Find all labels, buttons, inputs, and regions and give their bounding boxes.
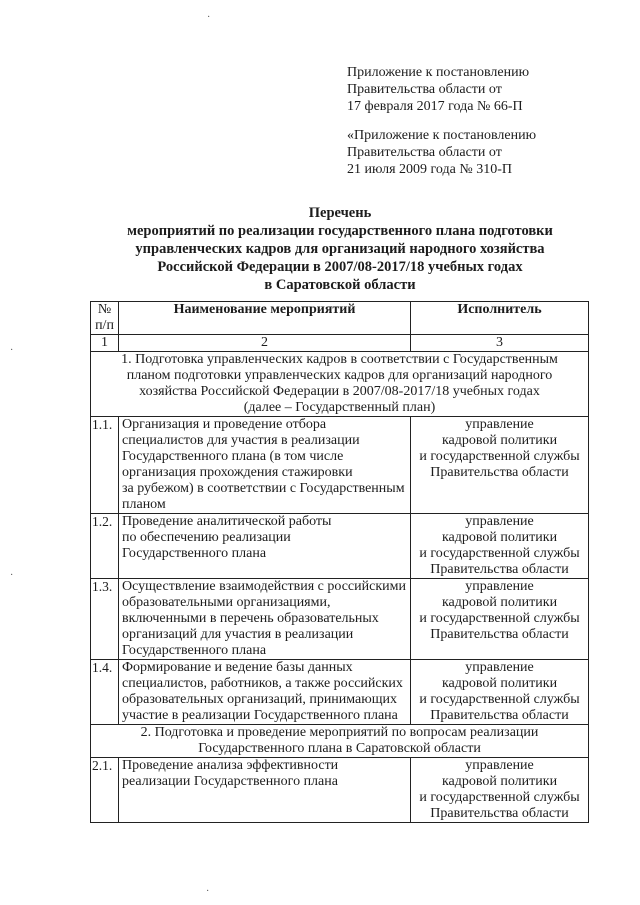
item-executor — [411, 660, 589, 725]
activity-line: организация прохождения стажировки — [122, 465, 353, 480]
executor-line: Правительства области — [430, 465, 569, 480]
activity-line: за рубежом) в соответствии с Государственным — [122, 481, 405, 496]
column-numbers-row — [91, 335, 589, 352]
executor-line: управление — [465, 579, 534, 594]
attachment-line: «Приложение к постановлению — [347, 128, 537, 143]
activity-line: образовательными организациями, — [122, 595, 331, 610]
item-executor — [411, 417, 589, 514]
activity-line: Государственного плана — [122, 546, 267, 561]
title-line: Перечень — [308, 205, 372, 221]
section-heading — [91, 725, 589, 758]
column-number: 1 — [91, 335, 119, 352]
table-row — [91, 514, 589, 579]
executor-line: кадровой политики — [441, 530, 558, 545]
executor-line: и государственной службы — [419, 546, 580, 561]
title-line: мероприятий по реализации государственного плана подготовки — [127, 223, 553, 239]
item-number: 1.4. — [91, 660, 119, 725]
item-number: 1.1. — [91, 417, 119, 514]
executor-line: Правительства области — [430, 806, 569, 821]
column-header-activity: Наименование мероприятий — [119, 302, 411, 335]
activity-line: организаций для участия в реализации — [122, 627, 354, 642]
activity-line: Государственного плана (в том числе — [122, 449, 344, 464]
section-heading: 1. Подготовка управленческих кадров в соответствии с Государственным планом подготовки управленческих кадров для организаций народного хозяйства Российской Федерации в 2007/08-2017/18 учебных годах (далее – Государственный план) — [91, 352, 589, 417]
column-number: 3 — [411, 335, 589, 352]
title-line: управленческих кадров для организаций народного хозяйства — [135, 241, 545, 257]
item-activity — [119, 579, 411, 660]
document-title — [95, 204, 585, 294]
column-number: 2 — [119, 335, 411, 352]
table-row — [91, 660, 589, 725]
activity-line: образовательных организаций, принимающих — [122, 692, 398, 707]
activity-line: Проведение аналитической работы — [122, 514, 332, 529]
section-line: Государственного плана в Саратовской области — [198, 741, 481, 756]
item-number: 1.3. — [91, 579, 119, 660]
executor-line: кадровой политики — [441, 774, 558, 789]
column-header-executor: Исполнитель — [411, 302, 589, 335]
attachment-note-original — [347, 127, 607, 178]
section-row — [91, 725, 589, 758]
activity-line: участие в реализации Государственного плана — [122, 708, 398, 723]
activity-line: реализации Государственного плана — [122, 774, 338, 789]
activity-line: включенными в перечень образовательных — [122, 611, 379, 626]
executor-line: Правительства области — [430, 562, 569, 577]
attachment-line: 21 июля 2009 года № 310-П — [347, 162, 512, 177]
activity-line: Формирование и ведение базы данных — [122, 660, 353, 675]
table-row — [91, 758, 589, 823]
item-activity — [119, 514, 411, 579]
executor-line: и государственной службы — [419, 692, 580, 707]
executor-line: Правительства области — [430, 627, 569, 642]
attachment-line: Приложение к постановлению — [347, 65, 530, 80]
attachment-line: Правительства области от — [347, 145, 502, 160]
attachment-note-current — [347, 64, 607, 115]
item-activity — [119, 417, 411, 514]
section-line: 2. Подготовка и проведение мероприятий по вопросам реализации — [140, 725, 539, 740]
activity-line: специалистов для участия в реализации — [122, 433, 360, 448]
activity-line: Организация и проведение отбора — [122, 417, 327, 432]
table-row — [91, 579, 589, 660]
title-line: в Саратовской области — [264, 277, 416, 293]
activity-line: Проведение анализа эффективности — [122, 758, 339, 773]
executor-line: управление — [465, 758, 534, 773]
executor-line: кадровой политики — [441, 595, 558, 610]
scan-speck: · — [10, 345, 14, 356]
executor-line: и государственной службы — [419, 449, 580, 464]
activity-line: Государственного плана — [122, 643, 267, 658]
executor-line: кадровой политики — [441, 676, 558, 691]
table-header-row — [91, 302, 589, 335]
column-header-number: № п/п — [91, 302, 119, 335]
title-line: Российской Федерации в 2007/08-2017/18 учебных годах — [157, 259, 523, 275]
section-row — [91, 352, 589, 417]
item-number: 2.1. — [91, 758, 119, 823]
item-activity — [119, 660, 411, 725]
executor-line: управление — [465, 514, 534, 529]
executor-line: Правительства области — [430, 708, 569, 723]
scan-speck: · — [206, 886, 210, 897]
item-number: 1.2. — [91, 514, 119, 579]
activity-line: Осуществление взаимодействия с российскими — [122, 579, 406, 594]
item-executor — [411, 514, 589, 579]
item-activity — [119, 758, 411, 823]
executor-line: и государственной службы — [419, 611, 580, 626]
scan-speck: · — [10, 570, 14, 581]
executor-line: управление — [465, 660, 534, 675]
scan-speck: · — [207, 12, 211, 23]
executor-line: управление — [465, 417, 534, 432]
activity-line: планом — [122, 497, 166, 512]
item-executor — [411, 579, 589, 660]
table-row — [91, 417, 589, 514]
attachment-line: 17 февраля 2017 года № 66-П — [347, 99, 523, 114]
activity-line: по обеспечению реализации — [122, 530, 291, 545]
executor-line: кадровой политики — [441, 433, 558, 448]
activity-line: специалистов, работников, а также российских — [122, 676, 403, 691]
item-executor — [411, 758, 589, 823]
activities-table — [90, 301, 589, 823]
attachment-line: Правительства области от — [347, 82, 502, 97]
executor-line: и государственной службы — [419, 790, 580, 805]
